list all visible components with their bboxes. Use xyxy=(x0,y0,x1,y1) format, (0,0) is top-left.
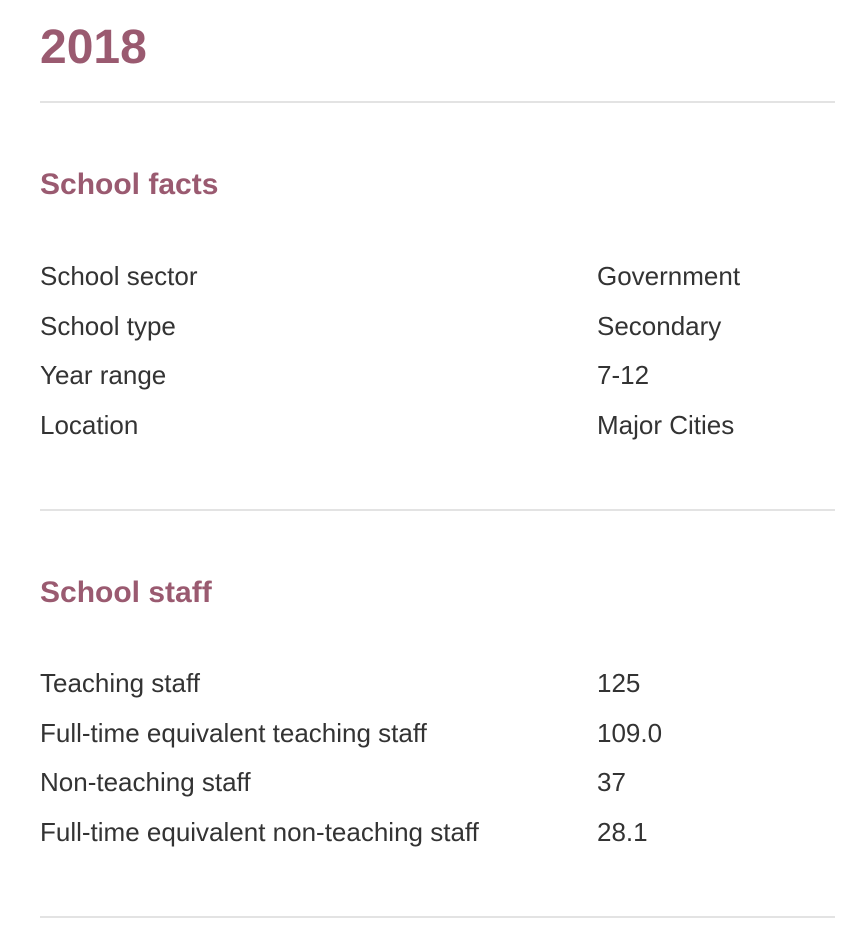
row-value: Major Cities xyxy=(597,410,735,441)
school-staff-title: School staff xyxy=(40,576,212,609)
school-facts-row xyxy=(40,410,835,460)
row-label: Non-teaching staff xyxy=(40,767,251,798)
row-value: 109.0 xyxy=(597,717,663,748)
school-facts-title: School facts xyxy=(40,168,219,201)
school-staff-table xyxy=(40,668,835,867)
row-label: Year range xyxy=(40,360,167,391)
school-facts-row xyxy=(40,360,835,410)
row-label: School type xyxy=(40,310,176,341)
row-value: 28.1 xyxy=(597,817,648,848)
divider xyxy=(40,101,835,103)
row-value: Government xyxy=(597,261,741,291)
row-value: Secondary xyxy=(597,310,722,341)
school-facts-row xyxy=(40,311,835,361)
school-staff-row xyxy=(40,817,835,867)
row-label: Teaching staff xyxy=(40,668,200,698)
row-label: Full-time equivalent non-teaching staff xyxy=(40,817,479,848)
row-value: 37 xyxy=(597,767,626,798)
school-staff-row xyxy=(40,668,835,718)
divider xyxy=(40,509,835,511)
divider xyxy=(40,916,835,918)
school-facts-row xyxy=(40,261,835,311)
year-title: 2018 xyxy=(40,21,147,74)
row-value: 7-12 xyxy=(597,360,650,391)
school-staff-row xyxy=(40,718,835,768)
school-facts-table xyxy=(40,261,835,460)
school-staff-row xyxy=(40,767,835,817)
row-label: School sector xyxy=(40,261,198,291)
row-value: 125 xyxy=(597,668,641,698)
row-label: Full-time equivalent teaching staff xyxy=(40,717,427,748)
row-label: Location xyxy=(40,410,139,441)
